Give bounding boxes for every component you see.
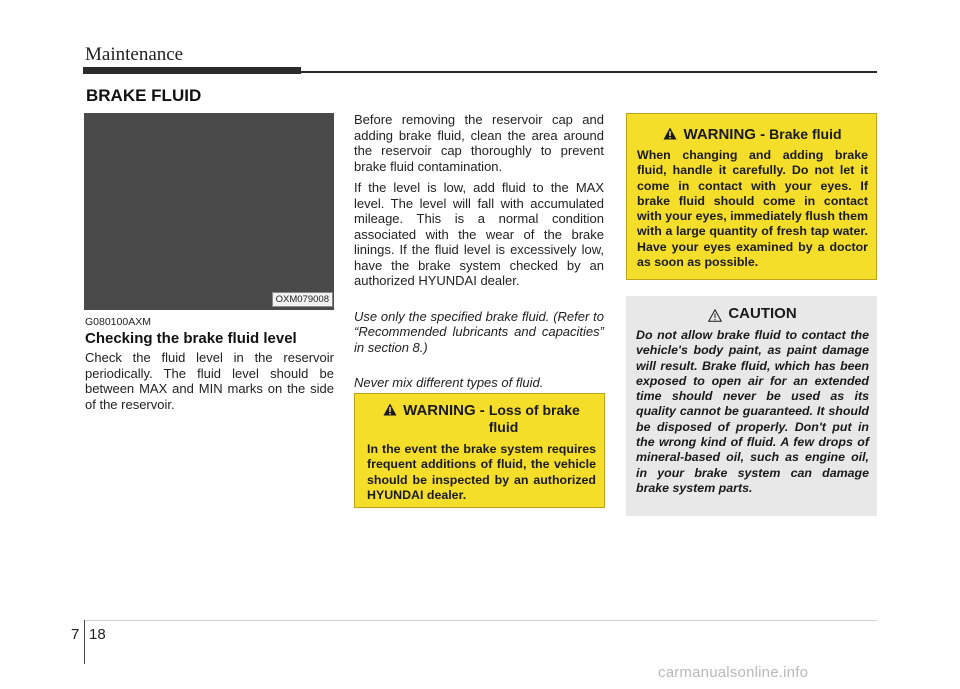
warning-triangle-icon <box>383 403 397 416</box>
warning-label: WARNING - <box>403 402 485 419</box>
middle-column <box>354 112 604 397</box>
section-title: BRAKE FLUID <box>86 86 202 105</box>
caution-box <box>626 296 877 516</box>
warning-triangle-icon <box>663 127 677 140</box>
header-bar <box>83 67 301 74</box>
warning-body: When changing and adding brake fluid, handle it carefully. Do not let it come in contact with your eyes. If brake fluid should come in contact with your eyes, immediately flush them with a large quantity of fresh tap water. Have your eyes examined by a doctor as soon as possible. <box>637 148 868 270</box>
warning-header <box>367 402 596 419</box>
chapter-number: 7 <box>71 626 80 643</box>
middle-paragraph-4: Never mix different types of fluid. <box>354 375 544 390</box>
warning-header <box>637 124 868 145</box>
warning-loss-of-brake-fluid-box <box>354 393 605 508</box>
warning-brake-fluid-box <box>626 113 877 280</box>
watermark: carmanualsonline.info <box>658 664 809 681</box>
page-number: 18 <box>89 626 106 643</box>
warning-subject: Brake fluid <box>769 126 842 142</box>
caution-body: Do not allow brake fluid to contact the vehicle's body paint, as paint damage will result. Brake fluid, which has been exposed to open air for an extended time should never be used as its quality cannot be guaranteed. It should be disposed of properly. Don't put in the wrong kind of fluid. A few drops of mineral-based oil, such as engine oil, in your brake system can damage brake system parts. <box>636 328 869 495</box>
left-paragraph: Check the fluid level in the reservoir periodically. The fluid level should be between MAX and MIN marks on the side of the reservoir. <box>85 350 334 412</box>
header-title: Maintenance <box>85 44 184 65</box>
caution-label: CAUTION <box>728 305 797 322</box>
warning-subject: Loss of brake <box>488 402 580 418</box>
caution-triangle-icon <box>708 309 722 322</box>
footer-divider <box>84 620 85 664</box>
header-rule <box>301 71 877 73</box>
middle-paragraph-2: If the level is low, add fluid to the MAX level. The level will fall with accumulated mileage. This is a normal condition associated with the wear of the brake linings. If the fluid level is excessively low, have the brake system checked by an authorized HYUNDAI dealer. <box>354 180 604 288</box>
middle-paragraph-1: Before removing the reservoir cap and adding brake fluid, clean the area around the reservoir cap thoroughly to prevent brake fluid contamination. <box>354 112 604 174</box>
brake-fluid-reservoir-photo <box>84 113 334 310</box>
reference-code: G080100AXM <box>85 316 151 328</box>
middle-paragraph-3: Use only the specified brake fluid. (Refer to “Recommended lubricants and capacities” in section 8.) <box>354 308 604 355</box>
figure-code: OXM079008 <box>272 292 333 307</box>
caution-header <box>636 304 869 324</box>
sub-heading: Checking the brake fluid level <box>85 330 297 347</box>
warning-label: WARNING - <box>683 126 766 143</box>
warning-body: In the event the brake system requires frequent additions of fluid, the vehicle should be inspected by an authorized HYUNDAI dealer. <box>367 442 596 502</box>
warning-subject-line2: fluid <box>488 419 519 435</box>
footer-rule <box>84 620 877 621</box>
